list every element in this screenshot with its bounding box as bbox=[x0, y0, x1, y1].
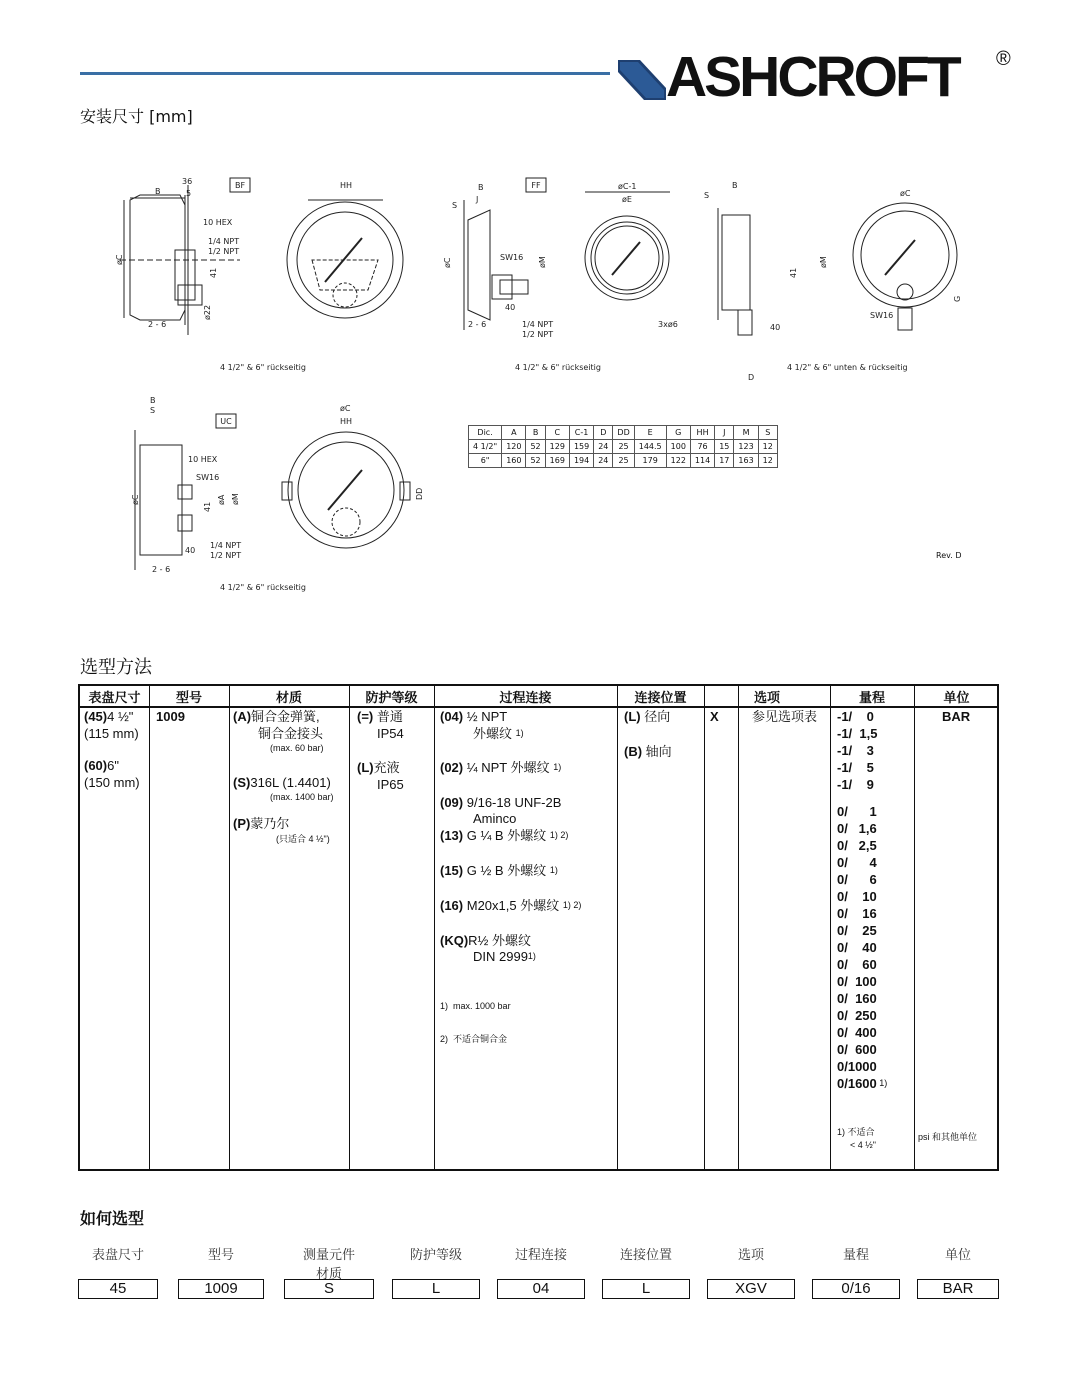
caption-bottom: 4 1/2" & 6" unten & rückseitig bbox=[787, 363, 908, 372]
range-item: 0/ 1,6 bbox=[837, 821, 877, 836]
svg-text:B: B bbox=[155, 187, 161, 196]
ashcroft-logo-icon bbox=[618, 50, 668, 102]
svg-text:2 - 6: 2 - 6 bbox=[148, 320, 167, 329]
range-item: 0/ 600 bbox=[837, 1042, 877, 1057]
heading-dimensions: 安装尺寸 [mm] bbox=[80, 107, 193, 126]
caption-ff: 4 1/2" & 6" rückseitig bbox=[515, 363, 601, 372]
svg-text:SW16: SW16 bbox=[196, 473, 220, 482]
svg-text:B: B bbox=[150, 396, 156, 405]
material-p: (P)蒙乃尔 bbox=[233, 816, 290, 831]
col-header: 防护等级 bbox=[365, 691, 418, 706]
svg-text:40: 40 bbox=[770, 323, 781, 332]
svg-text:B: B bbox=[732, 181, 738, 190]
range-item: -1/ 3 bbox=[837, 743, 874, 758]
svg-text:HH: HH bbox=[340, 417, 353, 426]
order-field-size: 45 bbox=[78, 1279, 158, 1299]
range-item: 0/ 25 bbox=[837, 923, 877, 938]
process-kq: (KQ)R½ 外螺纹 bbox=[440, 933, 532, 948]
range-item: 0/1000 bbox=[837, 1059, 877, 1074]
svg-text:SW16: SW16 bbox=[500, 253, 524, 262]
svg-text:41: 41 bbox=[203, 501, 212, 512]
svg-text:1/2 NPT: 1/2 NPT bbox=[208, 247, 240, 256]
svg-text:HH: HH bbox=[340, 181, 353, 190]
brand-name: ASHCROFT bbox=[666, 45, 959, 109]
col-header: 量程 bbox=[858, 691, 885, 706]
svg-text:5: 5 bbox=[186, 189, 192, 198]
svg-text:øC-1: øC-1 bbox=[618, 182, 637, 191]
dim-header-row: Dic. A B C C-1 D DD E G HH J M S bbox=[469, 426, 778, 440]
uc-side-view bbox=[131, 396, 306, 592]
size-45-mm: (115 mm) bbox=[84, 726, 139, 741]
uc-front-view bbox=[282, 404, 424, 548]
order-field-range: 0/16 bbox=[812, 1279, 900, 1299]
material-s: (S)316L (1.4401) bbox=[233, 775, 331, 790]
svg-text:1/4 NPT: 1/4 NPT bbox=[208, 237, 240, 246]
dimension-table bbox=[468, 425, 778, 468]
process-16: (16) M20x1,5 外螺纹 $^{1) 2)}$ bbox=[440, 898, 582, 913]
col-header: 材质 bbox=[275, 691, 302, 706]
range-item: -1/ 5 bbox=[837, 760, 874, 775]
svg-text:41: 41 bbox=[209, 267, 218, 278]
col-header: 选项 bbox=[753, 691, 780, 706]
brand-reg: ® bbox=[996, 48, 1011, 70]
svg-text:B: B bbox=[478, 183, 484, 192]
caption-uc: 4 1/2" & 6" rückseitig bbox=[220, 583, 306, 592]
process-04: (04) ½ NPT bbox=[440, 709, 508, 724]
bottom-front-view bbox=[853, 189, 962, 330]
range-item: 0/ 100 bbox=[837, 974, 877, 989]
svg-text:øM: øM bbox=[231, 493, 240, 505]
model-value: 1009 bbox=[156, 709, 185, 724]
svg-text:øM: øM bbox=[819, 256, 828, 268]
svg-text:40: 40 bbox=[185, 546, 196, 555]
uc-tag: UC bbox=[220, 417, 232, 426]
range-item: 0/ 6 bbox=[837, 872, 877, 887]
col-header: 连接位置 bbox=[634, 691, 687, 706]
svg-text:øC: øC bbox=[443, 257, 452, 268]
svg-text:41: 41 bbox=[789, 267, 798, 278]
svg-text:3xø6: 3xø6 bbox=[658, 320, 678, 329]
range-item: 0/ 10 bbox=[837, 889, 877, 904]
dim-row: 6" 160 52 169 194 24 25 179 122 114 17 163 12 bbox=[469, 454, 778, 468]
range-item: 0/ 160 bbox=[837, 991, 877, 1006]
size-60: (60)6" bbox=[84, 758, 119, 773]
revision: Rev. D bbox=[936, 551, 962, 560]
svg-text:10 HEX: 10 HEX bbox=[188, 455, 218, 464]
svg-text:36: 36 bbox=[182, 177, 193, 186]
range-item: -1/ 0 bbox=[837, 709, 874, 724]
svg-text:S: S bbox=[452, 201, 458, 210]
col-header: 表盘尺寸 bbox=[88, 691, 141, 706]
size-45: (45)4 ½" bbox=[84, 709, 134, 724]
range-item: -1/ 1,5 bbox=[837, 726, 878, 741]
order-field-protection: L bbox=[392, 1279, 480, 1299]
order-field-process: 04 bbox=[497, 1279, 585, 1299]
svg-text:ø22: ø22 bbox=[203, 304, 212, 320]
order-field-option: XGV bbox=[707, 1279, 795, 1299]
selection-table: 表盘尺寸 型号 材质 防护等级 过程连接 连接位置 选项 量程 单位 (45)4 ½" (115 mm) (60)6" (150 mm) 1009 (A)铜合金弹簧, 铜合金接头 (max. 60 bar) (S)316L (1.4401) (max. 1400 bar) (P)蒙乃尔 (只适合 4 ½") (=) 普通 IP54 (L)充液 IP65 (04) ½ NPT 外螺纹 $^{1)}$ (02) ¼ NPT 外螺纹 $^{1)}$ (09) 9/16-18 UNF-2B Aminco (13) G ¼ B 外螺纹 $^{1) 2)}$ (15) G ½ B 外螺纹 $^{1)}$ (16) M20x1,5 外螺纹 $^{1) 2)}$ (KQ)R½ 外螺纹 DIN 2999$^{1)}$ 1) max. 1000 bar 2) 不适合铜合金 (L) 径向 (B) 轴向 X 参见选项表 -1/ 0 -1/ 1,5 -1/ 3 -1/ 5 -1/ 9 0/ 1 0/ 1,6 0/ 2,5 0/ 4 0/ 6 0/ 10 0/ 16 0/ 25 0/ 40 0/ 60 0/ 100 0/ 160 0/ 250 0/ 400 0/ 600 0/1000 0/1600 $^{1)}$ 1) 不适合 < 4 ½" BAR psi 和其他单位 bbox=[78, 684, 999, 1171]
svg-text:øA: øA bbox=[217, 494, 226, 505]
svg-text:øC: øC bbox=[900, 189, 911, 198]
svg-text:2 - 6: 2 - 6 bbox=[468, 320, 487, 329]
range-item: 0/ 4 bbox=[837, 855, 877, 870]
range-item: 0/ 40 bbox=[837, 940, 877, 955]
range-item: 0/1600 $^{1)}$ bbox=[837, 1076, 888, 1091]
svg-text:øE: øE bbox=[622, 195, 632, 204]
dim-row: 4 1/2" 120 52 129 159 24 25 144.5 100 76 15 123 12 bbox=[469, 440, 778, 454]
svg-text:øC: øC bbox=[340, 404, 351, 413]
bf-tag: BF bbox=[234, 181, 246, 190]
col-header: 型号 bbox=[175, 691, 202, 706]
svg-text:D: D bbox=[748, 373, 755, 382]
svg-text:SW16: SW16 bbox=[870, 311, 894, 320]
heading-how: 如何选型 bbox=[80, 1209, 145, 1228]
svg-text:øC: øC bbox=[131, 494, 140, 505]
order-field-material: S bbox=[284, 1279, 374, 1299]
range-item: 0/ 250 bbox=[837, 1008, 877, 1023]
size-60-mm: (150 mm) bbox=[84, 775, 140, 790]
process-15: (15) G ½ B 外螺纹 $^{1)}$ bbox=[440, 863, 558, 878]
order-field-position: L bbox=[602, 1279, 690, 1299]
bf-front-view bbox=[287, 181, 403, 318]
caption-bf: 4 1/2" & 6" rückseitig bbox=[220, 363, 306, 372]
range-item: 0/ 60 bbox=[837, 957, 877, 972]
svg-text:2 - 6: 2 - 6 bbox=[152, 565, 171, 574]
header-rule bbox=[80, 72, 610, 75]
svg-text:DD: DD bbox=[415, 487, 424, 500]
range-item: 0/ 16 bbox=[837, 906, 877, 921]
dimension-drawings bbox=[100, 170, 960, 600]
svg-text:40: 40 bbox=[505, 303, 516, 312]
order-field-model: 1009 bbox=[178, 1279, 264, 1299]
col-header: 单位 bbox=[943, 691, 970, 706]
ff-front-view bbox=[585, 182, 678, 329]
svg-text:øC: øC bbox=[115, 254, 124, 265]
svg-text:S: S bbox=[150, 406, 156, 415]
range-list bbox=[837, 708, 887, 1092]
range-item: -1/ 9 bbox=[837, 777, 874, 792]
ff-side-view bbox=[443, 178, 601, 372]
svg-text:1/2 NPT: 1/2 NPT bbox=[522, 330, 554, 339]
col-header: 过程连接 bbox=[499, 691, 552, 706]
process-13: (13) G ¼ B 外螺纹 $^{1) 2)}$ bbox=[440, 828, 569, 843]
svg-text:1/4 NPT: 1/4 NPT bbox=[210, 541, 242, 550]
range-item: 0/ 2,5 bbox=[837, 838, 877, 853]
svg-text:1/4 NPT: 1/4 NPT bbox=[522, 320, 554, 329]
svg-text:10 HEX: 10 HEX bbox=[203, 218, 233, 227]
svg-text:S: S bbox=[704, 191, 710, 200]
ff-tag: FF bbox=[531, 181, 541, 190]
material-a: (A)铜合金弹簧, bbox=[233, 709, 320, 724]
process-02: (02) ¼ NPT 外螺纹 $^{1)}$ bbox=[440, 760, 562, 775]
svg-text:G: G bbox=[953, 295, 962, 302]
heading-selection: 选型方法 bbox=[80, 657, 152, 678]
bf-side-view bbox=[115, 177, 306, 372]
range-item: 0/ 1 bbox=[837, 804, 877, 819]
process-09: (09) 9/16-18 UNF-2B bbox=[440, 795, 562, 810]
range-item: 0/ 400 bbox=[837, 1025, 877, 1040]
order-field-unit: BAR bbox=[917, 1279, 999, 1299]
svg-text:1/2 NPT: 1/2 NPT bbox=[210, 551, 242, 560]
svg-text:J: J bbox=[476, 195, 479, 204]
svg-text:øM: øM bbox=[538, 256, 547, 268]
